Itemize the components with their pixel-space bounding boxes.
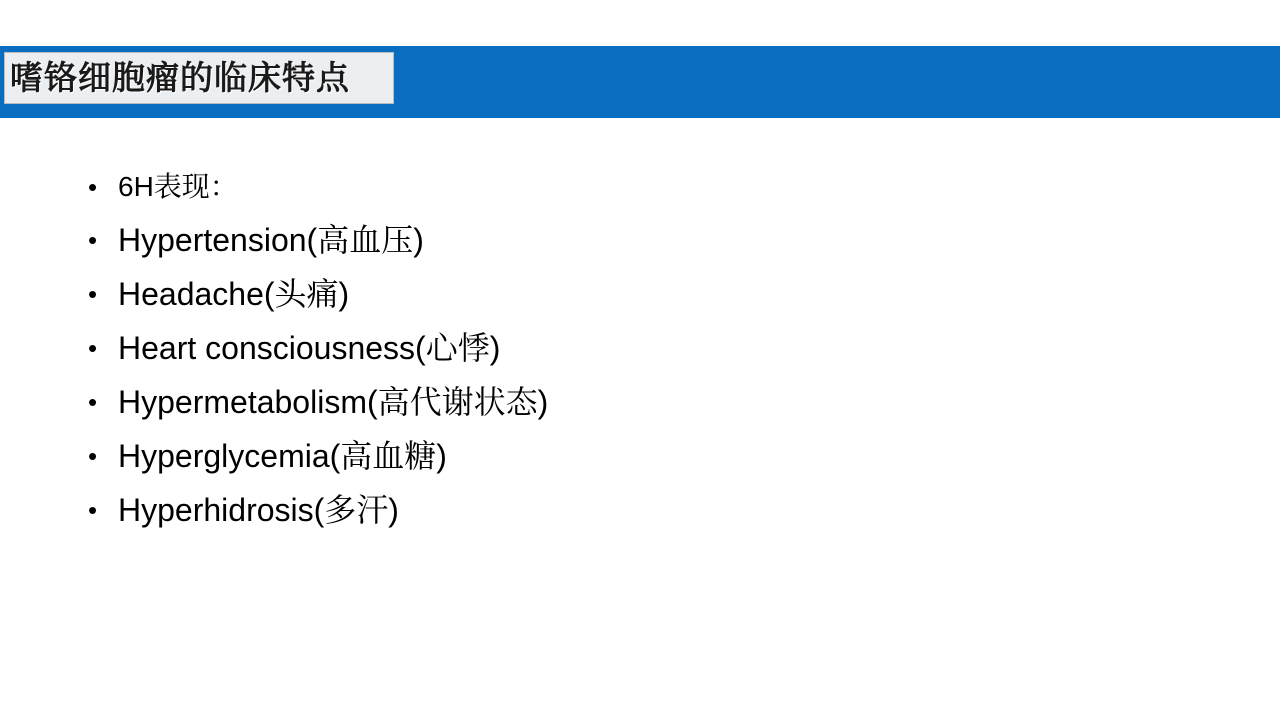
bullet-icon: • — [88, 333, 98, 363]
list-item — [88, 326, 1208, 370]
list-item-label: Headache(头痛) — [118, 276, 350, 312]
list-item — [88, 488, 1208, 532]
bullet-icon: • — [88, 495, 98, 525]
list-item — [88, 380, 1208, 424]
list-item — [88, 434, 1208, 478]
bullet-icon: • — [88, 172, 98, 202]
page-title: 嗜铬细胞瘤的临床特点 — [10, 59, 350, 96]
bullet-list — [88, 168, 1208, 542]
list-item-label: Hypertension(高血压) — [118, 222, 424, 258]
list-item-label: Hypermetabolism(高代谢状态) — [118, 384, 549, 420]
list-item — [88, 218, 1208, 262]
list-item-label: Heart consciousness(心悸) — [118, 330, 501, 366]
list-item — [88, 272, 1208, 316]
list-item-label: 6H表现： — [118, 171, 238, 202]
list-item-label: Hyperhidrosis(多汗) — [118, 492, 399, 528]
list-item-label: Hyperglycemia(高血糖) — [118, 438, 447, 474]
list-item — [88, 168, 1208, 206]
bullet-icon: • — [88, 279, 98, 309]
bullet-icon: • — [88, 441, 98, 471]
bullet-icon: • — [88, 387, 98, 417]
bullet-icon: • — [88, 225, 98, 255]
